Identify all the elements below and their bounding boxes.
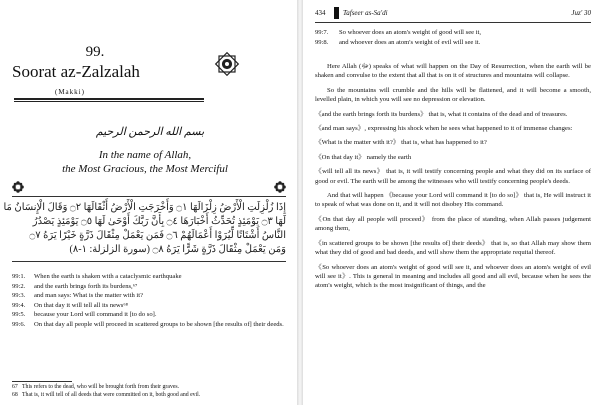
commentary-paragraph: 《and man says》, expressing his shock when he sees what happened to it of immense changes: <box>315 125 573 133</box>
verse-text: On that day all people will proceed in scattered groups to be shown [the results of] their deeds. <box>34 320 284 328</box>
commentary-paragraph: 《will tell all its news》 that is, it will testify concerning people and what they did on its surface of good or evil. The earth will be among the witnesses who will testify concerning people's deeds. <box>315 168 591 185</box>
sura-type: (Makki) <box>55 88 85 96</box>
verse-number: 99:7. <box>315 29 329 36</box>
footnote <box>12 391 288 399</box>
verse-text: On that day it will tell all its news⁶⁸ <box>34 301 128 309</box>
flower-ornament-icon <box>12 181 24 193</box>
verse-translation-list <box>12 272 288 330</box>
verse-row <box>12 310 288 320</box>
verse-text: So whoever does an atom's weight of good will see it, <box>339 29 482 36</box>
arabic-line: وَمَن يَعْمَلْ مِثْقَالَ ذَرَّةٍ شَرًّا يَرَهُ ۝٨ (سورة الزلزلة: ١-٨) <box>69 244 286 255</box>
commentary-paragraph: And that will happen 《because your Lord will command it [to do so]》 that is, He will instruct it to speak of what was done on it, and it will not disobey His command. <box>315 192 591 209</box>
header-rule <box>315 22 591 23</box>
commentary-paragraph: 《in scattered groups to be shown [the results of] their deeds》 that is, so that Allah may show them what they did of good and bad deeds, and will show them the appropriate requital thereof. <box>315 239 591 257</box>
arabic-line: إِذَا زُلْزِلَتِ الْأَرْضُ زِلْزَالَهَا ۝١ وَأَخْرَجَتِ الْأَرْضُ أَثْقَالَهَا ۝٢ وَقَالَ الْإِنسَانُ مَا <box>3 202 286 213</box>
commentary-paragraph: 《On that day it》 namely the earth <box>315 153 412 161</box>
sura-number: 99. <box>85 44 105 60</box>
verse-number: 99:3. <box>12 292 26 300</box>
sura-title: Soorat az-Zalzalah <box>12 62 140 81</box>
footnote <box>12 383 288 391</box>
commentary-paragraph: 《and the earth brings forth its burdens》 that is, what it contains of the dead and of treasures. <box>315 110 568 118</box>
arabic-line: النَّاسُ أَشْتَاتًا لِّيُرَوْا أَعْمَالَهُمْ ۝٦ فَمَن يَعْمَلْ مِثْقَالَ ذَرَّةٍ خَيْرًا يَرَهُ ۝٧ <box>29 230 286 241</box>
verse-text: When the earth is shaken with a cataclysmic earthquake <box>34 273 182 280</box>
title-rule-thin <box>14 101 204 102</box>
commentary <box>315 62 591 296</box>
footnote-number: 68 <box>12 392 18 398</box>
book-title: Tafseer as-Sa'di <box>343 9 388 17</box>
footnote-text: This refers to the dead, who will be brought forth from their graves. <box>22 384 180 390</box>
footnote-text: That is, it will tell of all deeds that were committed on it, both good and evil. <box>22 392 201 398</box>
footnote-number: 67 <box>12 384 18 390</box>
arabic-line: لَهَا ۝٣ يَوْمَئِذٍ تُحَدِّثُ أَخْبَارَهَا ۝٤ بِأَنَّ رَبَّكَ أَوْحَىٰ لَهَا ۝٥ يَوْمَئِذٍ يَصْدُرُ <box>32 216 286 227</box>
commentary-paragraph: 《What is the matter with it?》 that is, what has happened to it? <box>315 139 487 147</box>
verse-row <box>12 291 288 301</box>
verse-row <box>12 320 288 330</box>
verse-row <box>315 38 591 48</box>
verse-number: 99:5. <box>12 311 26 319</box>
page-number: 434 <box>315 9 326 17</box>
verse-text: and the earth brings forth its burdens,⁶⁷ <box>34 282 138 290</box>
running-header <box>315 6 591 20</box>
verse-text: and whoever does an atom's weight of evil will see it. <box>339 39 481 46</box>
header-bar <box>334 7 339 19</box>
bismillah-arabic: بسم الله الرحمن الرحيم <box>95 126 205 138</box>
bismillah-english <box>40 148 250 176</box>
commentary-paragraph: So the mountains will crumble and the hills will be flattened, and it will become a smooth, levelled plain, in which you will see no depression or elevation. <box>315 86 591 104</box>
verse-translation-list <box>315 28 591 48</box>
verse-text: because your Lord will command it [to do so]. <box>34 311 157 319</box>
commentary-paragraph: 《On that day all people will proceed》 from the place of standing, when Allah passes judgement among them, <box>315 215 591 233</box>
commentary-paragraph: 《So whoever does an atom's weight of good will see it, and whoever does an atom's weight of evil will see it》. This is general in meaning and includes all good and all evil, because when he sees the atom's weight, which is the most insignificant of things, and the <box>315 263 591 290</box>
verse-row <box>12 272 288 282</box>
bismillah-line-2: the Most Gracious, the Most Merciful <box>62 163 228 175</box>
footnote-rule <box>12 381 72 382</box>
verse-row <box>12 301 288 311</box>
right-page <box>303 0 600 405</box>
bismillah-line-1: In the name of Allah, <box>98 149 192 161</box>
verse-row <box>315 28 591 38</box>
footnotes <box>12 383 288 399</box>
verse-text: and man says: What is the matter with it? <box>34 292 144 300</box>
verse-number: 99:2. <box>12 282 26 290</box>
juz-label: Juz' 30 <box>571 9 591 17</box>
title-rule <box>14 98 204 100</box>
commentary-paragraph: Here Allah (ﷻ) speaks of what will happen on the Day of Resurrection, when the earth will be shaken and convulse to the extent that all that is on it of structures and mountains will collapse. <box>315 63 591 80</box>
flower-ornament-icon <box>274 181 286 193</box>
left-page <box>0 0 297 405</box>
verse-number: 99:1. <box>12 273 26 280</box>
verse-number: 99:4. <box>12 301 26 309</box>
verse-number: 99:6. <box>12 320 26 328</box>
verse-number: 99:8. <box>315 39 329 46</box>
verse-row <box>12 282 288 292</box>
rosette-ornament-icon <box>213 50 241 78</box>
arabic-text-block <box>3 196 286 262</box>
